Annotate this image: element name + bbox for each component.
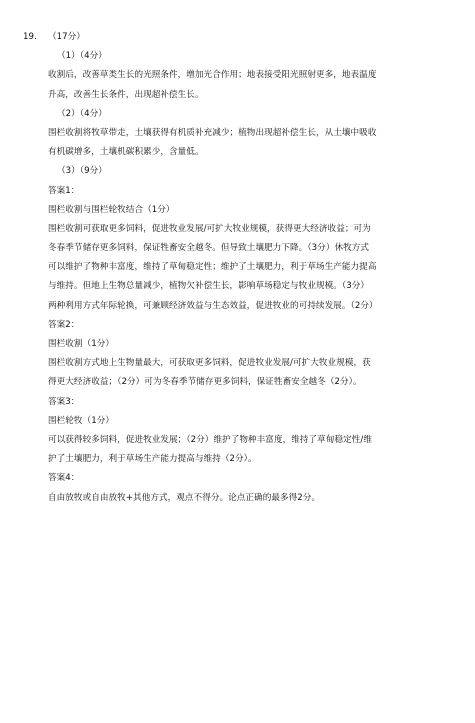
answer-label: 答案2：	[48, 319, 80, 330]
answer-line: 围栏收割方式地上生物量最大，可获取更多饲料，促进牧业发展/可扩大牧业规模，获	[48, 358, 371, 369]
answer-label: 答案1：	[48, 185, 80, 196]
answer-line: 可以获得较多饲料，促进牧业发展；（2分）维护了物种丰富度，维持了草甸稳定性/维	[48, 434, 372, 445]
answer-line: 自由放牧或自由放牧+其他方式，观点不得分。论点正确的最多得2分。	[48, 492, 321, 503]
question-score: （17分）	[48, 32, 85, 42]
answer-title: 围栏收割（1分）	[48, 339, 115, 349]
question-header	[23, 28, 423, 47]
answer-label: 答案4：	[48, 473, 80, 484]
part2-line: 围栏收割将牧草带走，土壤获得有机质补充减少；植物出现超补偿生长，从土壤中吸收	[48, 127, 377, 138]
answer-block	[23, 28, 423, 508]
part2-line: 有机碳增多，土壤机碳积累少，含量低。	[48, 147, 204, 158]
answer-line: 护了土壤肥力，利于草场生产能力提高与维持（2分）。	[48, 454, 257, 465]
answer-title: 围栏收割与围栏轮牧结合（1分）	[48, 204, 175, 215]
part1-header: （1）（4分）	[57, 51, 107, 62]
answer-line: 得更大经济收益；（2分）可为冬春季节储存更多饲料，保证牲畜安全越冬（2分）。	[48, 377, 362, 388]
answer-title: 围栏轮牧（1分）	[48, 415, 115, 426]
answer-line: 可以维护了物种丰富度，维持了草甸稳定性；维护了土壤肥力，利于草场生产能力提高	[48, 262, 377, 273]
part1-line: 升高，改善生长条件，出现超补偿生长。	[48, 89, 204, 100]
answer-line: 冬春季节储存更多饲料，保证牲畜安全越冬。但导致土壤肥力下降。（3分）休牧方式	[48, 243, 370, 254]
question-number: 19.	[23, 32, 37, 42]
part1-line: 收割后，改善草类生长的光照条件，增加光合作用；地表接受阳光照射更多，地表温度	[48, 70, 377, 81]
part3-header: （3）（9分）	[57, 166, 107, 177]
answer-label: 答案3：	[48, 396, 80, 407]
answer-line: 两种利用方式年际轮换，可兼顾经济效益与生态效益，促进牧业的可持续发展。（2分）	[48, 300, 378, 311]
answer-line: 围栏收割可获取更多饲料，促进牧业发展/可扩大牧业规模，获得更大经济收益；可为	[48, 223, 371, 234]
answer-line: 与维持。但地上生物总量减少，植物欠补偿生长，影响草场稳定与牧业规模。（3分）	[48, 281, 370, 292]
part2-header: （2）（4分）	[57, 108, 107, 119]
